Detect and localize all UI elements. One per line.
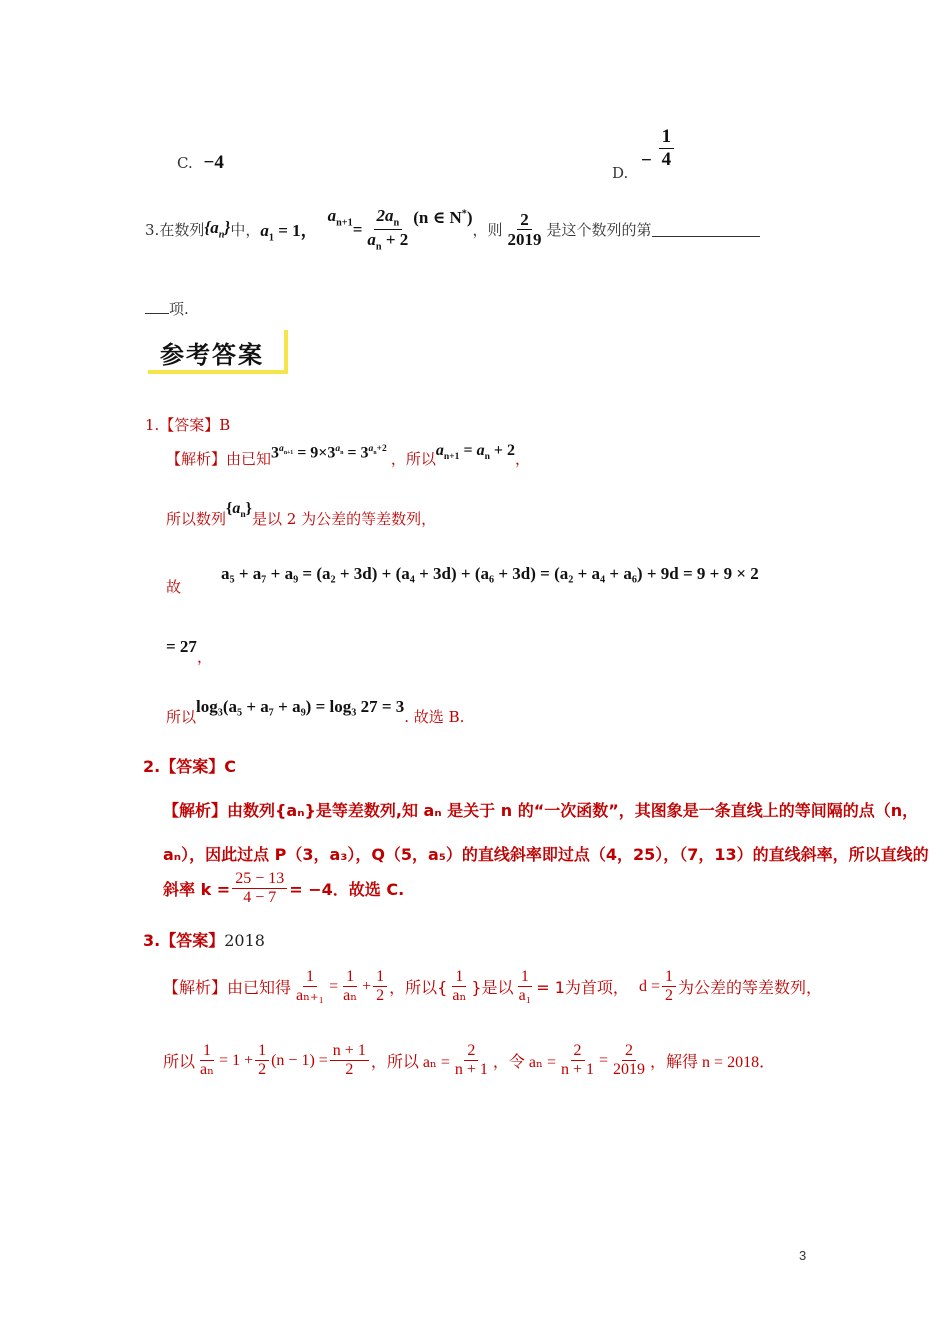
a3-l1-eq: = — [329, 977, 339, 995]
answer-1-line-5 — [166, 696, 465, 726]
analysis-tag-1: 【解析】 — [166, 450, 227, 468]
answer-1-line-1 — [166, 442, 531, 469]
a1-l1-mid: ，所以 — [390, 450, 436, 468]
answer-1-line-3 — [166, 564, 759, 596]
q3-fraction: $\frac{2}{2019}$ — [507, 209, 542, 250]
a1-l1-end: ， — [515, 450, 531, 468]
a3-l2-a: 所以 — [163, 1052, 196, 1072]
a3-l2-frac-4: $\frac{2}{n + 1}$ — [454, 1042, 488, 1079]
a3-l2-d: ，所以 aₙ = — [370, 1054, 450, 1072]
a3-l1-a: 【解析】由已知得 — [163, 978, 292, 998]
a2-head-tag: 【答案】 — [160, 757, 225, 776]
answer-3-heading — [143, 928, 265, 951]
a3-l2-e: ，令 aₙ = — [492, 1054, 556, 1072]
answer-1-line-4 — [166, 636, 212, 666]
a2-head-val: C — [224, 757, 236, 776]
option-d — [612, 126, 676, 183]
q3-a1: $a_1 = 1$， — [260, 220, 318, 244]
answer-2-heading — [143, 754, 236, 777]
question-3 — [145, 206, 760, 253]
answer-1-heading: 1.【答案】B — [145, 416, 231, 434]
option-c — [177, 152, 224, 174]
answer-banner — [148, 330, 288, 374]
a3-frac-5: $\frac{1}{\text{a₁}}$ — [518, 968, 532, 1005]
q3-recurrence: $a_{n+1}$ = $\frac{2a_n}{a_n + 2}$ (n ∈ N*) — [327, 206, 473, 253]
a3-l2-eq: = — [599, 1051, 609, 1069]
answer-banner-title: 参考答案 — [160, 340, 264, 369]
answer-3-line-2 — [163, 1042, 775, 1080]
q3-text-c: ，则 — [472, 221, 503, 240]
a3-l1-e: d = — [638, 977, 660, 995]
q3-text-d: 是这个数列的第 — [546, 221, 652, 240]
a3-l2-frac-6: $\frac{2}{2019}$ — [613, 1042, 646, 1079]
a1-l5-math: log₃(a₅ + a₇ + a₉) = log₃ 27 = 3 — [196, 696, 405, 716]
q3-text-b: 中， — [230, 221, 261, 240]
q3-text-e: 项. — [169, 300, 189, 318]
a2-head-num: 2. — [143, 757, 161, 776]
answer-3-line-1 — [163, 968, 822, 1006]
a3-l2-frac-5: $\frac{2}{n + 1}$ — [560, 1042, 595, 1079]
a3-head-tag: 【答案】 — [160, 931, 225, 950]
option-d-label: D. — [612, 164, 629, 183]
q3-number: 3. — [145, 220, 160, 239]
a3-l2-frac-1: $\frac{1}{\text{aₙ}}$ — [200, 1042, 215, 1079]
a1-l1-text: 由已知 — [226, 450, 272, 468]
a3-l1-plus: + — [362, 977, 372, 995]
option-d-neg: − — [641, 150, 652, 172]
option-d-num: 1 — [659, 126, 675, 149]
a1-l3-math: a₅ + a₇ + a₉ = (a₂ + 3d) + (a₄ + 3d) + (a₆ + 3d) = (a₂ + a₄ + a₆) + 9d = 9 + 9 × 2 — [221, 564, 759, 583]
q3-answer-blank — [652, 222, 760, 237]
a3-l2-frac-3: $\frac{n + 1}{2}$ — [330, 1042, 369, 1080]
option-d-fraction — [659, 126, 675, 171]
a1-l4-end: ， — [196, 648, 212, 666]
page-number: 3 — [799, 1248, 807, 1263]
option-c-value: −4 — [203, 152, 224, 173]
q3-seq: $\{a_n\}$ — [204, 218, 231, 241]
q3-continuation — [145, 298, 189, 319]
option-c-label: C. — [177, 154, 193, 172]
answer-2-line-2: aₙ），因此过点 P（3，a₃），Q（5，a₅）的直线斜率即过点（4，25），（7，13）的直线斜率，所以直线的 — [163, 845, 929, 864]
a1-l5-a: 所以 — [166, 708, 197, 726]
a1-l2-b: 是以 2 为公差的等差数列， — [251, 510, 437, 528]
a3-l1-b: ，所以{ — [389, 978, 448, 998]
answer-2-line-1: 【解析】由数列{aₙ}是等差数列,知 aₙ 是关于 n 的“一次函数”，其图象是一条直线上的等间隔的点（n， — [163, 801, 919, 820]
a3-l2-frac-2: $\frac{1}{2}$ — [255, 1042, 269, 1080]
a3-l2-b: = 1 + — [219, 1051, 254, 1069]
a3-l1-d: = 1为首项， — [536, 978, 629, 998]
q3-text-a: 在数列 — [159, 221, 205, 240]
a1-l5-b: . 故选 B. — [404, 708, 465, 726]
a3-frac-4: $\frac{1}{\text{aₙ}}$ — [452, 968, 467, 1005]
a3-l2-f: ，解得 n = 2018． — [650, 1054, 776, 1072]
a1-l2-a: 所以数列 — [166, 510, 227, 528]
option-d-den: 4 — [661, 148, 672, 170]
a2-l3-a: 斜率 k = — [163, 880, 231, 900]
answer-1-line-2 — [166, 500, 437, 529]
a3-head-num: 3. — [143, 931, 161, 950]
a3-head-val: 2018 — [224, 931, 265, 950]
a3-l1-f: 为公差的等差数列， — [677, 978, 822, 998]
a1-l1-math2: $a_{n+1} = a_n + 2$ — [435, 442, 516, 463]
a1-l3-a: 故 — [166, 578, 182, 596]
a3-l2-c: (n − 1) = — [271, 1051, 328, 1069]
a1-l1-math: $3^{a_{n+1}} = 9\times 3^{a_n} = 3^{a_n+2}$ — [271, 442, 387, 462]
a2-slope-fraction: $\frac{25 - 13}{4 - 7}$ — [232, 870, 287, 908]
a3-frac-2: $\frac{1}{\text{aₙ}}$ — [343, 968, 358, 1005]
a3-frac-1: $\frac{1}{\text{aₙ₊₁}}$ — [296, 968, 325, 1005]
a1-l4-math: = 27 — [166, 636, 197, 656]
answer-2-line-3 — [163, 870, 404, 908]
q3-answer-blank-2 — [145, 299, 169, 314]
a3-frac-3: $\frac{1}{2}$ — [373, 968, 387, 1006]
a3-l1-c: }是以 — [471, 978, 514, 998]
a3-frac-6: $\frac{1}{2}$ — [662, 968, 676, 1006]
a1-l2-math: $\{a_n\}$ — [226, 500, 252, 521]
a2-l3-b: = −4．故选 C. — [289, 880, 405, 900]
